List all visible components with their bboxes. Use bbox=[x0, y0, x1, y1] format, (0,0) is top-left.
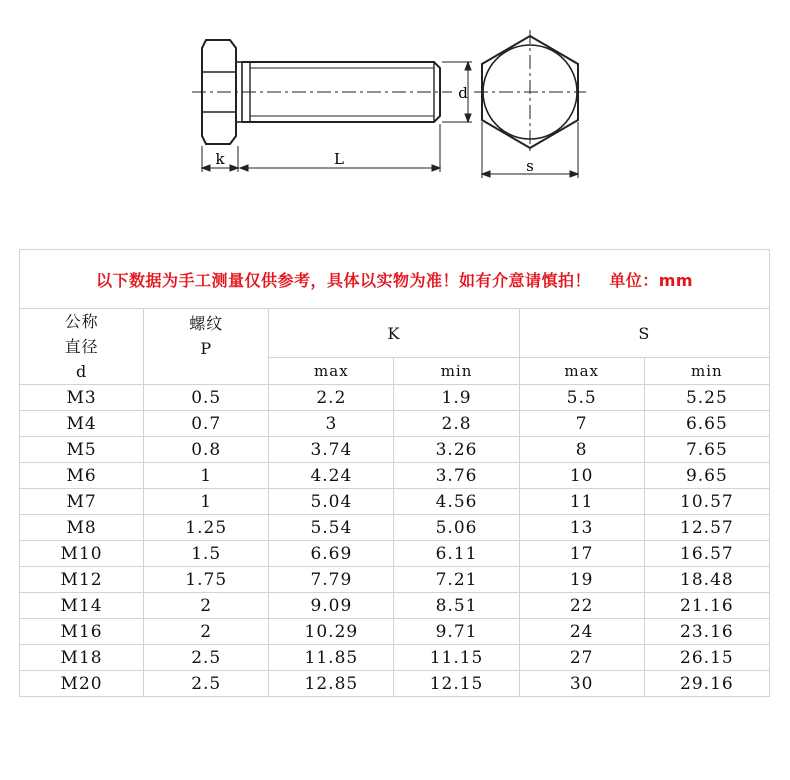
cell-s-max: 24 bbox=[519, 619, 644, 645]
table-row bbox=[20, 541, 770, 567]
cell-nominal: M8 bbox=[20, 515, 144, 541]
header-nominal-line2: 直径 bbox=[64, 337, 99, 356]
cell-k-max: 5.54 bbox=[269, 515, 394, 541]
cell-nominal: M14 bbox=[20, 593, 144, 619]
cell-k-max: 10.29 bbox=[269, 619, 394, 645]
cell-s-min: 18.48 bbox=[644, 567, 769, 593]
table-row bbox=[20, 463, 770, 489]
cell-s-max: 11 bbox=[519, 489, 644, 515]
notice-unit: 单位：mm bbox=[609, 270, 694, 290]
cell-nominal: M10 bbox=[20, 541, 144, 567]
table-row bbox=[20, 645, 770, 671]
table-body bbox=[20, 385, 770, 697]
header-k-min: min bbox=[394, 358, 519, 385]
cell-nominal: M16 bbox=[20, 619, 144, 645]
cell-k-max: 5.04 bbox=[269, 489, 394, 515]
notice-row bbox=[20, 250, 770, 309]
cell-k-min: 12.15 bbox=[394, 671, 519, 697]
cell-k-max: 2.2 bbox=[269, 385, 394, 411]
notice-text: 以下数据为手工测量仅供参考，具体以实物为准！如有介意请慎拍！ bbox=[95, 270, 591, 290]
cell-pitch: 2.5 bbox=[144, 671, 269, 697]
cell-k-max: 12.85 bbox=[269, 671, 394, 697]
cell-pitch: 2.5 bbox=[144, 645, 269, 671]
cell-k-max: 3 bbox=[269, 411, 394, 437]
cell-s-min: 23.16 bbox=[644, 619, 769, 645]
cell-s-min: 9.65 bbox=[644, 463, 769, 489]
cell-k-min: 1.9 bbox=[394, 385, 519, 411]
header-pitch-line1: 螺纹 bbox=[189, 314, 224, 333]
header-pitch bbox=[144, 309, 269, 385]
table-row bbox=[20, 489, 770, 515]
cell-k-max: 7.79 bbox=[269, 567, 394, 593]
cell-s-max: 27 bbox=[519, 645, 644, 671]
cell-nominal: M4 bbox=[20, 411, 144, 437]
cell-s-min: 10.57 bbox=[644, 489, 769, 515]
cell-k-min: 3.26 bbox=[394, 437, 519, 463]
cell-nominal: M20 bbox=[20, 671, 144, 697]
cell-s-min: 29.16 bbox=[644, 671, 769, 697]
cell-pitch: 1.25 bbox=[144, 515, 269, 541]
header-s: S bbox=[519, 309, 769, 358]
cell-pitch: 0.8 bbox=[144, 437, 269, 463]
table-row bbox=[20, 671, 770, 697]
cell-k-min: 6.11 bbox=[394, 541, 519, 567]
cell-pitch: 2 bbox=[144, 619, 269, 645]
header-nominal-diameter bbox=[20, 309, 144, 385]
cell-k-min: 4.56 bbox=[394, 489, 519, 515]
header-s-min: min bbox=[644, 358, 769, 385]
cell-k-min: 3.76 bbox=[394, 463, 519, 489]
cell-k-min: 5.06 bbox=[394, 515, 519, 541]
header-s-max: max bbox=[519, 358, 644, 385]
cell-s-min: 6.65 bbox=[644, 411, 769, 437]
cell-nominal: M6 bbox=[20, 463, 144, 489]
cell-k-max: 6.69 bbox=[269, 541, 394, 567]
cell-pitch: 0.7 bbox=[144, 411, 269, 437]
cell-s-min: 26.15 bbox=[644, 645, 769, 671]
table-row bbox=[20, 385, 770, 411]
cell-nominal: M18 bbox=[20, 645, 144, 671]
label-s: s bbox=[526, 157, 534, 175]
cell-pitch: 1 bbox=[144, 463, 269, 489]
table-row bbox=[20, 567, 770, 593]
cell-k-min: 2.8 bbox=[394, 411, 519, 437]
cell-s-min: 7.65 bbox=[644, 437, 769, 463]
cell-s-max: 17 bbox=[519, 541, 644, 567]
table-row bbox=[20, 515, 770, 541]
notice-cell bbox=[20, 250, 770, 309]
header-k: K bbox=[269, 309, 519, 358]
cell-pitch: 1 bbox=[144, 489, 269, 515]
cell-k-min: 11.15 bbox=[394, 645, 519, 671]
cell-s-min: 21.16 bbox=[644, 593, 769, 619]
cell-s-max: 22 bbox=[519, 593, 644, 619]
cell-k-min: 8.51 bbox=[394, 593, 519, 619]
header-nominal-line1: 公称 bbox=[64, 312, 99, 331]
cell-s-max: 8 bbox=[519, 437, 644, 463]
cell-k-max: 11.85 bbox=[269, 645, 394, 671]
label-L: L bbox=[334, 150, 344, 168]
cell-pitch: 2 bbox=[144, 593, 269, 619]
table-row bbox=[20, 619, 770, 645]
cell-pitch: 1.5 bbox=[144, 541, 269, 567]
cell-pitch: 1.75 bbox=[144, 567, 269, 593]
bolt-diagram bbox=[0, 0, 790, 230]
header-k-max: max bbox=[269, 358, 394, 385]
header-row-1 bbox=[20, 309, 770, 358]
cell-s-max: 5.5 bbox=[519, 385, 644, 411]
cell-k-min: 9.71 bbox=[394, 619, 519, 645]
cell-nominal: M12 bbox=[20, 567, 144, 593]
cell-k-max: 3.74 bbox=[269, 437, 394, 463]
cell-s-max: 13 bbox=[519, 515, 644, 541]
label-d: d bbox=[458, 84, 468, 102]
cell-s-min: 5.25 bbox=[644, 385, 769, 411]
cell-s-min: 12.57 bbox=[644, 515, 769, 541]
header-nominal-line3: d bbox=[75, 362, 88, 381]
cell-nominal: M3 bbox=[20, 385, 144, 411]
cell-s-max: 7 bbox=[519, 411, 644, 437]
cell-k-max: 4.24 bbox=[269, 463, 394, 489]
cell-s-max: 30 bbox=[519, 671, 644, 697]
cell-pitch: 0.5 bbox=[144, 385, 269, 411]
cell-k-min: 7.21 bbox=[394, 567, 519, 593]
cell-s-max: 19 bbox=[519, 567, 644, 593]
table-row bbox=[20, 437, 770, 463]
label-k: k bbox=[215, 150, 225, 168]
bolt-spec-table bbox=[19, 249, 770, 697]
cell-s-min: 16.57 bbox=[644, 541, 769, 567]
cell-k-max: 9.09 bbox=[269, 593, 394, 619]
header-pitch-line2: P bbox=[200, 339, 213, 358]
cell-s-max: 10 bbox=[519, 463, 644, 489]
cell-nominal: M5 bbox=[20, 437, 144, 463]
table-row bbox=[20, 411, 770, 437]
table-row bbox=[20, 593, 770, 619]
cell-nominal: M7 bbox=[20, 489, 144, 515]
